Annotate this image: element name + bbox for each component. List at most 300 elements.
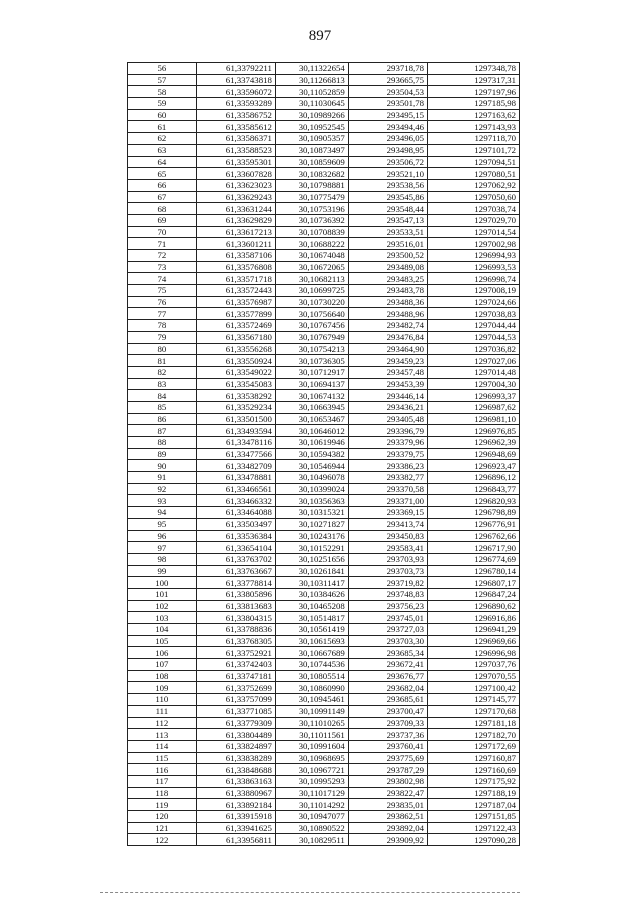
- value-cell-4: 1296948,69: [428, 448, 520, 460]
- value-cell-2: 30,10152291: [275, 542, 348, 554]
- value-cell-4: 1297151,85: [428, 811, 520, 823]
- table-row: [128, 588, 520, 600]
- value-cell-3: 293665,75: [348, 74, 427, 86]
- value-cell-4: 1297348,78: [428, 63, 520, 75]
- value-cell-1: 61,33804489: [196, 729, 275, 741]
- value-cell-1: 61,33752699: [196, 682, 275, 694]
- table-row: [128, 296, 520, 308]
- value-cell-1: 61,33588523: [196, 144, 275, 156]
- point-number-cell: 103: [128, 612, 197, 624]
- point-number-cell: 88: [128, 437, 197, 449]
- value-cell-4: 1297175,92: [428, 775, 520, 787]
- value-cell-3: 293504,53: [348, 86, 427, 98]
- value-cell-3: 293892,04: [348, 822, 427, 834]
- value-cell-1: 61,33593289: [196, 98, 275, 110]
- value-cell-2: 30,10688222: [275, 238, 348, 250]
- table-row: [128, 717, 520, 729]
- point-number-cell: 58: [128, 86, 197, 98]
- value-cell-2: 30,10708839: [275, 226, 348, 238]
- value-cell-3: 293719,82: [348, 577, 427, 589]
- value-cell-1: 61,33742403: [196, 659, 275, 671]
- table-row: [128, 401, 520, 413]
- value-cell-1: 61,33477566: [196, 448, 275, 460]
- value-cell-1: 61,33550924: [196, 355, 275, 367]
- value-cell-3: 293760,41: [348, 740, 427, 752]
- value-cell-2: 30,10860990: [275, 682, 348, 694]
- value-cell-2: 30,10594382: [275, 448, 348, 460]
- point-number-cell: 86: [128, 413, 197, 425]
- value-cell-4: 1296987,62: [428, 401, 520, 413]
- point-number-cell: 56: [128, 63, 197, 75]
- value-cell-2: 30,10945461: [275, 694, 348, 706]
- value-cell-2: 30,10399024: [275, 483, 348, 495]
- value-cell-1: 61,33478881: [196, 472, 275, 484]
- value-cell-4: 1297038,74: [428, 203, 520, 215]
- page-number: 897: [308, 28, 332, 44]
- value-cell-2: 30,11030645: [275, 98, 348, 110]
- value-cell-3: 293370,58: [348, 483, 427, 495]
- value-cell-1: 61,33572443: [196, 285, 275, 297]
- value-cell-4: 1296890,62: [428, 600, 520, 612]
- value-cell-3: 293676,77: [348, 670, 427, 682]
- table-row: [128, 425, 520, 437]
- point-number-cell: 100: [128, 577, 197, 589]
- value-cell-1: 61,33587106: [196, 250, 275, 262]
- value-cell-3: 293703,73: [348, 565, 427, 577]
- value-cell-4: 1297160,87: [428, 752, 520, 764]
- value-cell-1: 61,33585612: [196, 121, 275, 133]
- value-cell-2: 30,10991604: [275, 740, 348, 752]
- value-cell-4: 1296998,74: [428, 273, 520, 285]
- value-cell-3: 293483,78: [348, 285, 427, 297]
- table-row: [128, 331, 520, 343]
- point-number-cell: 99: [128, 565, 197, 577]
- value-cell-1: 61,33623023: [196, 179, 275, 191]
- value-cell-3: 293748,83: [348, 588, 427, 600]
- table-row: [128, 530, 520, 542]
- point-number-cell: 102: [128, 600, 197, 612]
- value-cell-1: 61,33752921: [196, 647, 275, 659]
- value-cell-1: 61,33778814: [196, 577, 275, 589]
- value-cell-4: 1297100,42: [428, 682, 520, 694]
- value-cell-4: 1297027,06: [428, 355, 520, 367]
- value-cell-4: 1296717,90: [428, 542, 520, 554]
- table-row: [128, 740, 520, 752]
- point-number-cell: 76: [128, 296, 197, 308]
- table-row: [128, 214, 520, 226]
- value-cell-2: 30,10829511: [275, 834, 348, 846]
- value-cell-1: 61,33466561: [196, 483, 275, 495]
- value-cell-3: 293682,04: [348, 682, 427, 694]
- point-number-cell: 61: [128, 121, 197, 133]
- table-row: [128, 822, 520, 834]
- value-cell-1: 61,33596072: [196, 86, 275, 98]
- table-row: [128, 238, 520, 250]
- table-row: [128, 647, 520, 659]
- point-number-cell: 91: [128, 472, 197, 484]
- value-cell-1: 61,33549022: [196, 366, 275, 378]
- value-cell-1: 61,33503497: [196, 518, 275, 530]
- table-row: [128, 121, 520, 133]
- point-number-cell: 101: [128, 588, 197, 600]
- value-cell-3: 293685,34: [348, 647, 427, 659]
- point-number-cell: 94: [128, 507, 197, 519]
- value-cell-3: 293450,83: [348, 530, 427, 542]
- value-cell-1: 61,33747181: [196, 670, 275, 682]
- point-number-cell: 62: [128, 133, 197, 145]
- value-cell-1: 61,33880967: [196, 787, 275, 799]
- table-row: [128, 799, 520, 811]
- table-row: [128, 811, 520, 823]
- value-cell-4: 1296807,17: [428, 577, 520, 589]
- point-number-cell: 77: [128, 308, 197, 320]
- point-number-cell: 97: [128, 542, 197, 554]
- point-number-cell: 57: [128, 74, 197, 86]
- point-number-cell: 117: [128, 775, 197, 787]
- value-cell-2: 30,10546944: [275, 460, 348, 472]
- value-cell-3: 293538,56: [348, 179, 427, 191]
- value-cell-2: 30,10991149: [275, 705, 348, 717]
- point-number-cell: 63: [128, 144, 197, 156]
- point-number-cell: 67: [128, 191, 197, 203]
- point-number-cell: 92: [128, 483, 197, 495]
- value-cell-4: 1297029,70: [428, 214, 520, 226]
- value-cell-1: 61,33743818: [196, 74, 275, 86]
- table-row: [128, 109, 520, 121]
- value-cell-3: 293521,10: [348, 168, 427, 180]
- point-number-cell: 73: [128, 261, 197, 273]
- value-cell-1: 61,33536384: [196, 530, 275, 542]
- value-cell-2: 30,10384626: [275, 588, 348, 600]
- value-cell-1: 61,33617213: [196, 226, 275, 238]
- value-cell-1: 61,33848688: [196, 764, 275, 776]
- value-cell-2: 30,10699725: [275, 285, 348, 297]
- value-cell-2: 30,10798881: [275, 179, 348, 191]
- table-row: [128, 670, 520, 682]
- value-cell-4: 1296994,93: [428, 250, 520, 262]
- point-number-cell: 119: [128, 799, 197, 811]
- value-cell-3: 293685,61: [348, 694, 427, 706]
- value-cell-2: 30,10736392: [275, 214, 348, 226]
- value-cell-4: 1297101,72: [428, 144, 520, 156]
- value-cell-2: 30,10754213: [275, 343, 348, 355]
- point-number-cell: 118: [128, 787, 197, 799]
- value-cell-4: 1297317,31: [428, 74, 520, 86]
- point-number-cell: 69: [128, 214, 197, 226]
- value-cell-3: 293453,39: [348, 378, 427, 390]
- table-row: [128, 179, 520, 191]
- value-cell-2: 30,10859609: [275, 156, 348, 168]
- point-number-cell: 74: [128, 273, 197, 285]
- value-cell-1: 61,33779309: [196, 717, 275, 729]
- value-cell-2: 30,10968695: [275, 752, 348, 764]
- value-cell-3: 293500,52: [348, 250, 427, 262]
- value-cell-1: 61,33577899: [196, 308, 275, 320]
- value-cell-2: 30,10767949: [275, 331, 348, 343]
- value-cell-2: 30,10694137: [275, 378, 348, 390]
- value-cell-1: 61,33529234: [196, 401, 275, 413]
- point-number-cell: 85: [128, 401, 197, 413]
- value-cell-4: 1297182,70: [428, 729, 520, 741]
- point-number-cell: 78: [128, 320, 197, 332]
- value-cell-2: 30,10682113: [275, 273, 348, 285]
- value-cell-3: 293482,74: [348, 320, 427, 332]
- value-cell-1: 61,33805896: [196, 588, 275, 600]
- table-row: [128, 355, 520, 367]
- value-cell-4: 1297163,62: [428, 109, 520, 121]
- value-cell-1: 61,33763702: [196, 553, 275, 565]
- table-row: [128, 261, 520, 273]
- value-cell-3: 293583,41: [348, 542, 427, 554]
- value-cell-2: 30,10775479: [275, 191, 348, 203]
- point-number-cell: 83: [128, 378, 197, 390]
- value-cell-1: 61,33545083: [196, 378, 275, 390]
- table-row: [128, 366, 520, 378]
- point-number-cell: 121: [128, 822, 197, 834]
- point-number-cell: 96: [128, 530, 197, 542]
- value-cell-2: 30,10674132: [275, 390, 348, 402]
- value-cell-3: 293494,46: [348, 121, 427, 133]
- table-row: [128, 285, 520, 297]
- value-cell-4: 1296962,39: [428, 437, 520, 449]
- value-cell-3: 293700,47: [348, 705, 427, 717]
- table-row: [128, 577, 520, 589]
- value-cell-4: 1297004,30: [428, 378, 520, 390]
- table-row: [128, 74, 520, 86]
- table-row: [128, 437, 520, 449]
- table-row: [128, 483, 520, 495]
- value-cell-4: 1296780,14: [428, 565, 520, 577]
- value-cell-2: 30,10744536: [275, 659, 348, 671]
- value-cell-4: 1296847,24: [428, 588, 520, 600]
- value-cell-4: 1296843,77: [428, 483, 520, 495]
- value-cell-4: 1296798,89: [428, 507, 520, 519]
- point-number-cell: 81: [128, 355, 197, 367]
- value-cell-3: 293533,51: [348, 226, 427, 238]
- point-number-cell: 116: [128, 764, 197, 776]
- table-row: [128, 273, 520, 285]
- value-cell-4: 1297014,48: [428, 366, 520, 378]
- table-row: [128, 191, 520, 203]
- value-cell-4: 1296976,85: [428, 425, 520, 437]
- value-cell-2: 30,10646012: [275, 425, 348, 437]
- value-cell-4: 1297014,54: [428, 226, 520, 238]
- value-cell-1: 61,33838289: [196, 752, 275, 764]
- value-cell-3: 293835,01: [348, 799, 427, 811]
- value-cell-1: 61,33792211: [196, 63, 275, 75]
- value-cell-2: 30,10832682: [275, 168, 348, 180]
- value-cell-4: 1296762,66: [428, 530, 520, 542]
- value-cell-1: 61,33771085: [196, 705, 275, 717]
- table-row: [128, 460, 520, 472]
- point-number-cell: 109: [128, 682, 197, 694]
- value-cell-1: 61,33482709: [196, 460, 275, 472]
- point-number-cell: 70: [128, 226, 197, 238]
- value-cell-3: 293382,77: [348, 472, 427, 484]
- value-cell-2: 30,10663945: [275, 401, 348, 413]
- value-cell-1: 61,33757099: [196, 694, 275, 706]
- point-number-cell: 95: [128, 518, 197, 530]
- value-cell-3: 293446,14: [348, 390, 427, 402]
- value-cell-1: 61,33768305: [196, 635, 275, 647]
- value-cell-3: 293506,72: [348, 156, 427, 168]
- value-cell-4: 1297118,70: [428, 133, 520, 145]
- table-row: [128, 729, 520, 741]
- point-number-cell: 112: [128, 717, 197, 729]
- table-row: [128, 600, 520, 612]
- table-row: [128, 705, 520, 717]
- value-cell-4: 1296993,53: [428, 261, 520, 273]
- value-cell-3: 293862,51: [348, 811, 427, 823]
- value-cell-3: 293413,74: [348, 518, 427, 530]
- point-number-cell: 71: [128, 238, 197, 250]
- point-number-cell: 115: [128, 752, 197, 764]
- value-cell-3: 293545,86: [348, 191, 427, 203]
- point-number-cell: 89: [128, 448, 197, 460]
- value-cell-1: 61,33538292: [196, 390, 275, 402]
- point-number-cell: 98: [128, 553, 197, 565]
- value-cell-1: 61,33576808: [196, 261, 275, 273]
- value-cell-2: 30,10952545: [275, 121, 348, 133]
- value-cell-4: 1297172,69: [428, 740, 520, 752]
- value-cell-2: 30,10674048: [275, 250, 348, 262]
- point-number-cell: 113: [128, 729, 197, 741]
- value-cell-3: 293703,30: [348, 635, 427, 647]
- table-row: [128, 133, 520, 145]
- value-cell-3: 293756,23: [348, 600, 427, 612]
- table-row: [128, 168, 520, 180]
- value-cell-4: 1297122,43: [428, 822, 520, 834]
- table-row: [128, 98, 520, 110]
- value-cell-2: 30,10514817: [275, 612, 348, 624]
- value-cell-3: 293709,33: [348, 717, 427, 729]
- value-cell-1: 61,33629829: [196, 214, 275, 226]
- table-row: [128, 226, 520, 238]
- value-cell-1: 61,33601211: [196, 238, 275, 250]
- value-cell-1: 61,33571718: [196, 273, 275, 285]
- value-cell-2: 30,10271827: [275, 518, 348, 530]
- value-cell-3: 293379,96: [348, 437, 427, 449]
- value-cell-4: 1297024,66: [428, 296, 520, 308]
- value-cell-3: 293496,05: [348, 133, 427, 145]
- point-number-cell: 60: [128, 109, 197, 121]
- value-cell-2: 30,11014292: [275, 799, 348, 811]
- value-cell-2: 30,10947077: [275, 811, 348, 823]
- value-cell-1: 61,33956811: [196, 834, 275, 846]
- value-cell-4: 1296774,69: [428, 553, 520, 565]
- value-cell-3: 293718,78: [348, 63, 427, 75]
- value-cell-4: 1296776,91: [428, 518, 520, 530]
- value-cell-1: 61,33631244: [196, 203, 275, 215]
- value-cell-2: 30,11266813: [275, 74, 348, 86]
- value-cell-2: 30,10756640: [275, 308, 348, 320]
- point-number-cell: 64: [128, 156, 197, 168]
- value-cell-2: 30,10615693: [275, 635, 348, 647]
- point-number-cell: 68: [128, 203, 197, 215]
- value-cell-3: 293516,01: [348, 238, 427, 250]
- value-cell-2: 30,11011561: [275, 729, 348, 741]
- value-cell-1: 61,33804315: [196, 612, 275, 624]
- value-cell-4: 1296916,86: [428, 612, 520, 624]
- value-cell-1: 61,33501500: [196, 413, 275, 425]
- value-cell-1: 61,33595301: [196, 156, 275, 168]
- value-cell-3: 293727,03: [348, 624, 427, 636]
- value-cell-2: 30,10496078: [275, 472, 348, 484]
- value-cell-4: 1297070,55: [428, 670, 520, 682]
- value-cell-2: 30,10243176: [275, 530, 348, 542]
- table-row: [128, 624, 520, 636]
- value-cell-3: 293436,21: [348, 401, 427, 413]
- value-cell-3: 293459,23: [348, 355, 427, 367]
- table-row: [128, 834, 520, 846]
- point-number-cell: 106: [128, 647, 197, 659]
- value-cell-4: 1297188,19: [428, 787, 520, 799]
- value-cell-1: 61,33824897: [196, 740, 275, 752]
- value-cell-3: 293802,98: [348, 775, 427, 787]
- value-cell-3: 293672,41: [348, 659, 427, 671]
- value-cell-2: 30,10767456: [275, 320, 348, 332]
- value-cell-4: 1296896,12: [428, 472, 520, 484]
- value-cell-1: 61,33629243: [196, 191, 275, 203]
- value-cell-4: 1297050,60: [428, 191, 520, 203]
- value-cell-2: 30,10619946: [275, 437, 348, 449]
- value-cell-1: 61,33576987: [196, 296, 275, 308]
- value-cell-4: 1297008,19: [428, 285, 520, 297]
- value-cell-4: 1297036,82: [428, 343, 520, 355]
- point-number-cell: 122: [128, 834, 197, 846]
- table-row: [128, 63, 520, 75]
- value-cell-3: 293909,92: [348, 834, 427, 846]
- table-row: [128, 86, 520, 98]
- point-number-cell: 87: [128, 425, 197, 437]
- value-cell-2: 30,10995293: [275, 775, 348, 787]
- table-row: [128, 612, 520, 624]
- value-cell-4: 1297160,69: [428, 764, 520, 776]
- value-cell-4: 1297185,98: [428, 98, 520, 110]
- value-cell-1: 61,33892184: [196, 799, 275, 811]
- value-cell-2: 30,10653467: [275, 413, 348, 425]
- table-row: [128, 495, 520, 507]
- value-cell-4: 1296923,47: [428, 460, 520, 472]
- point-number-cell: 120: [128, 811, 197, 823]
- value-cell-2: 30,10905357: [275, 133, 348, 145]
- value-cell-4: 1296820,93: [428, 495, 520, 507]
- value-cell-4: 1297044,53: [428, 331, 520, 343]
- value-cell-1: 61,33788836: [196, 624, 275, 636]
- table-row: [128, 775, 520, 787]
- value-cell-3: 293745,01: [348, 612, 427, 624]
- value-cell-3: 293457,48: [348, 366, 427, 378]
- table-row: [128, 144, 520, 156]
- table-row: [128, 413, 520, 425]
- table-row: [128, 565, 520, 577]
- value-cell-2: 30,10251656: [275, 553, 348, 565]
- value-cell-4: 1297080,51: [428, 168, 520, 180]
- value-cell-3: 293476,84: [348, 331, 427, 343]
- value-cell-3: 293371,00: [348, 495, 427, 507]
- value-cell-2: 30,11010265: [275, 717, 348, 729]
- value-cell-3: 293405,48: [348, 413, 427, 425]
- value-cell-4: 1296996,98: [428, 647, 520, 659]
- table-row: [128, 764, 520, 776]
- value-cell-3: 293488,96: [348, 308, 427, 320]
- value-cell-3: 293787,29: [348, 764, 427, 776]
- value-cell-3: 293464,90: [348, 343, 427, 355]
- value-cell-2: 30,10890522: [275, 822, 348, 834]
- table-row: [128, 343, 520, 355]
- value-cell-2: 30,11322654: [275, 63, 348, 75]
- value-cell-4: 1297094,51: [428, 156, 520, 168]
